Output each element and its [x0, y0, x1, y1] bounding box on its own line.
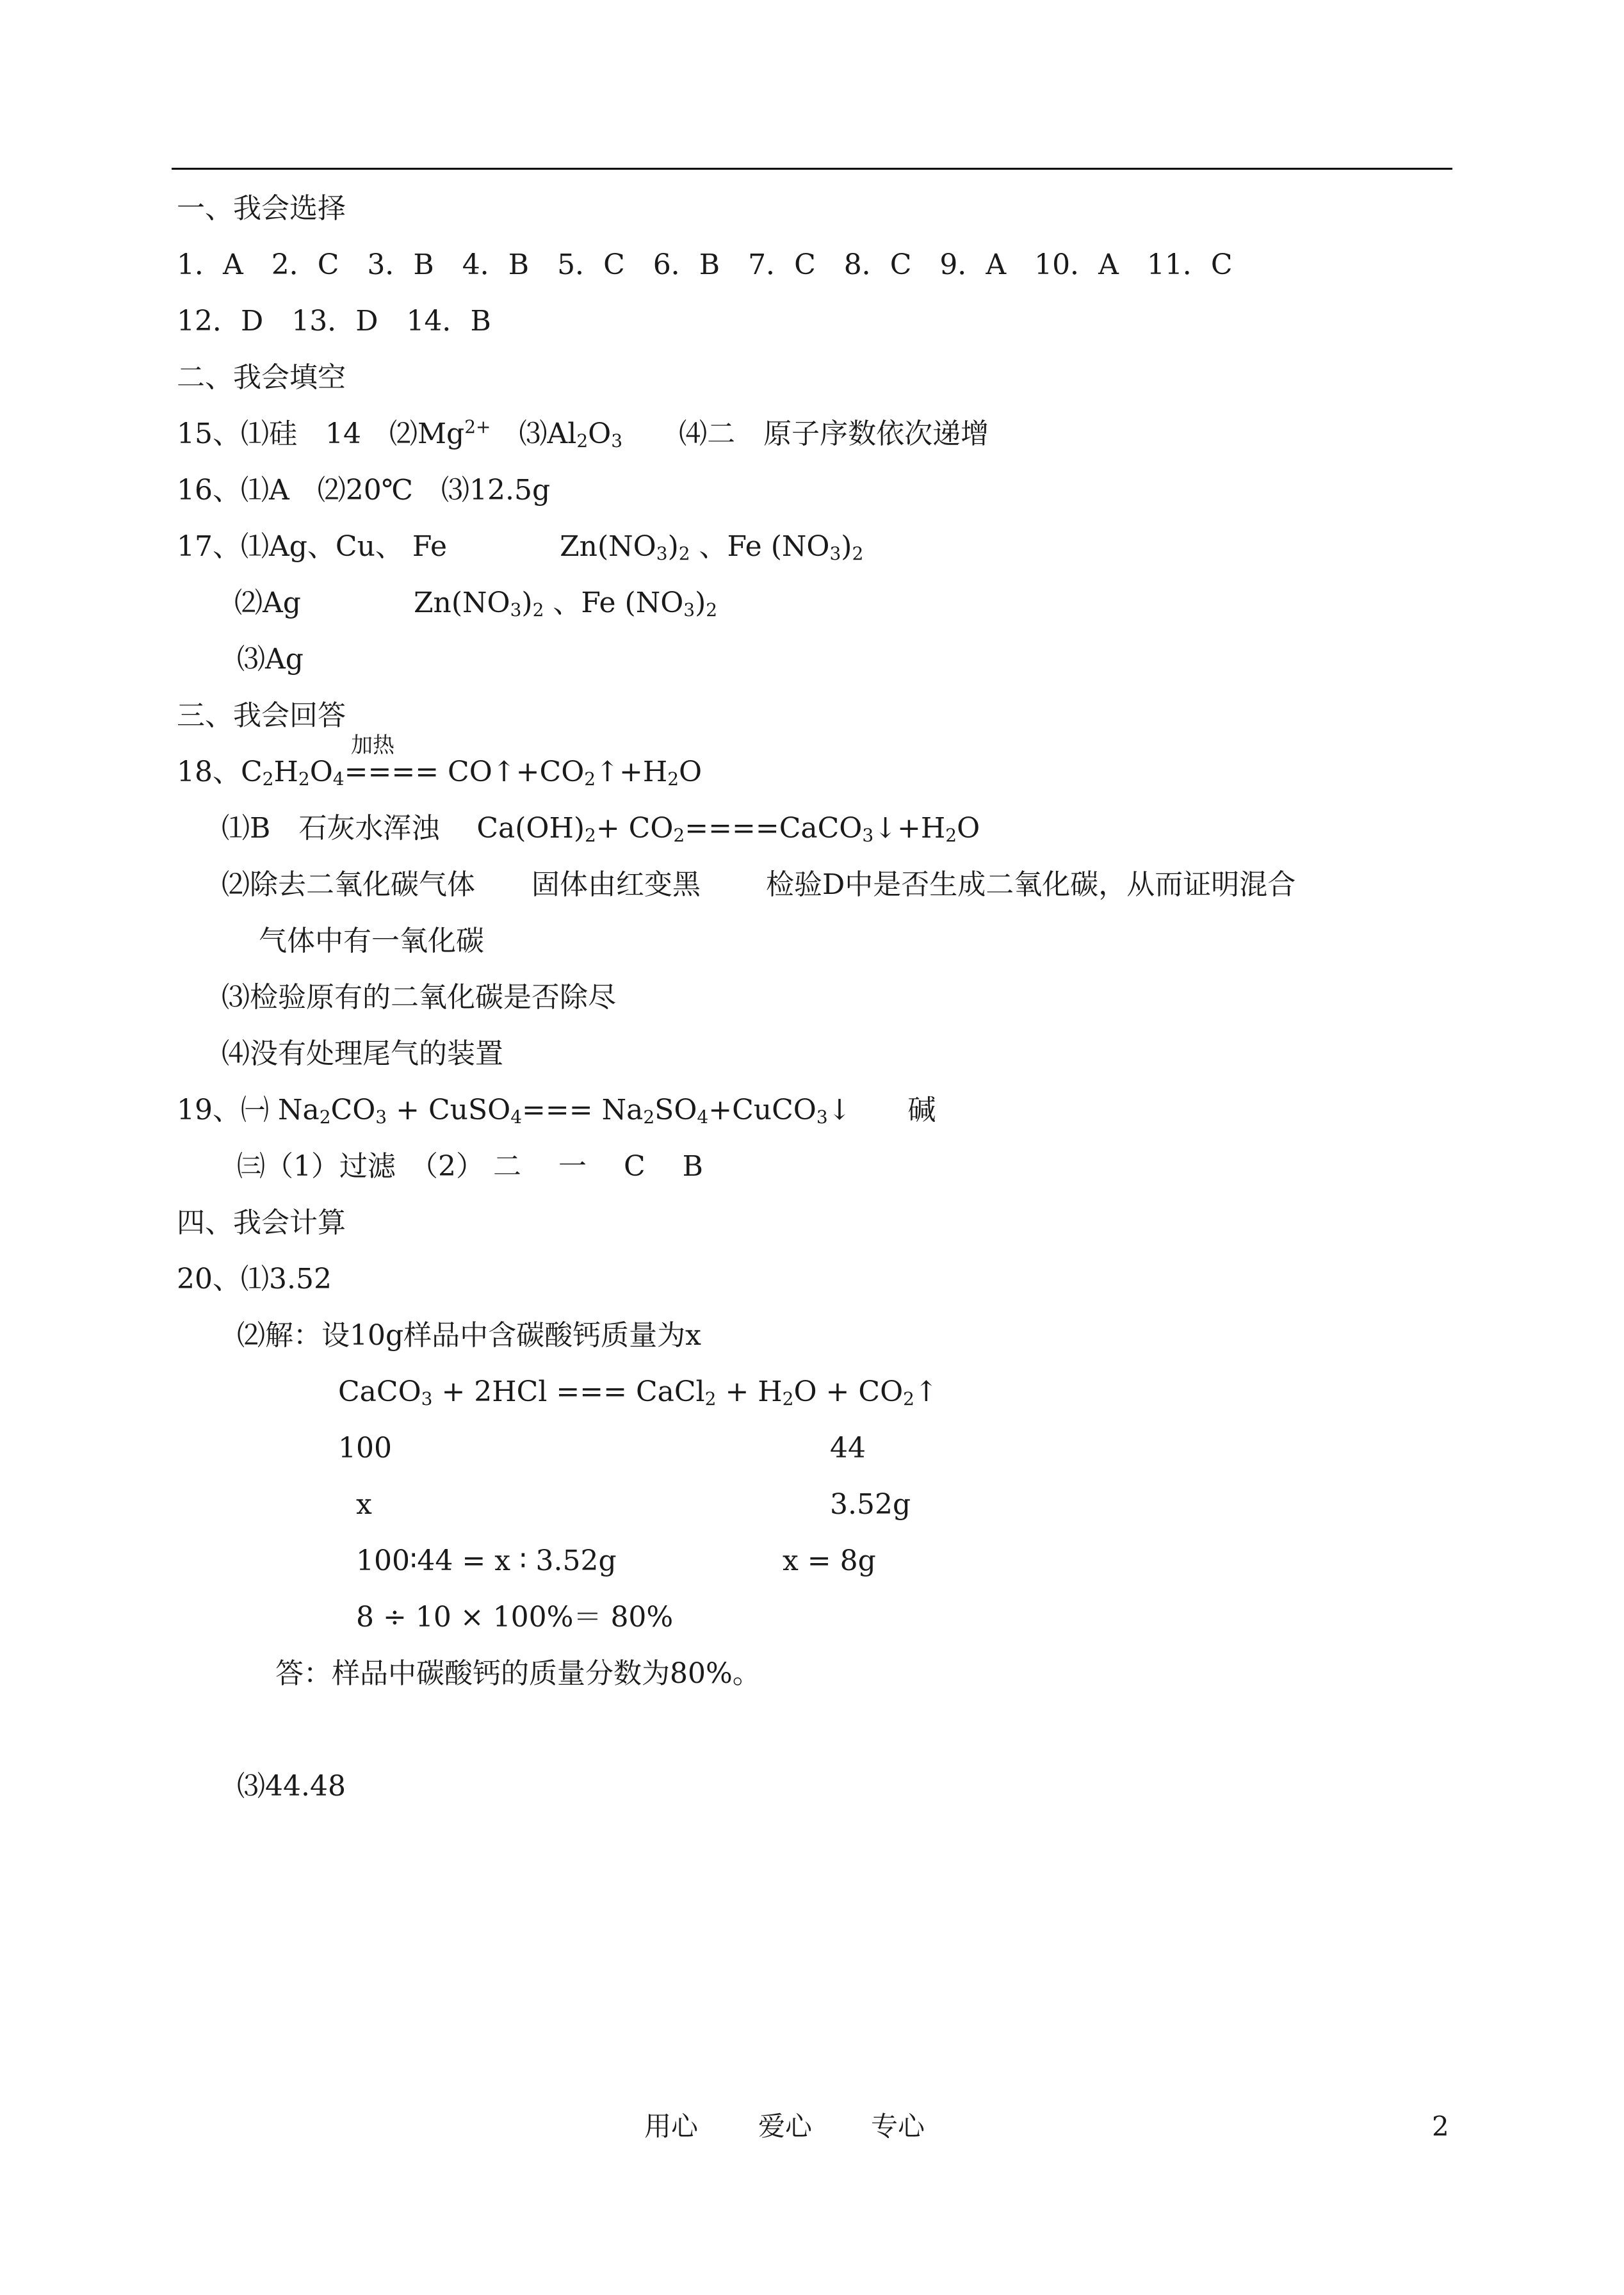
molar-mass-co2: 44 — [830, 1432, 866, 1464]
molar-mass-caco3: 100 — [338, 1432, 392, 1464]
proportion-equation: 100∶44 = x ∶ 3.52g — [356, 1545, 617, 1577]
answer-18-part-2-cont: 气体中有一氧化碳 — [259, 925, 484, 957]
answer-19-line-1: 19、㈠ $Na_2CO_3$ + CuSO$_4$=== $Na_2SO_4+CuCO_3↓$ 碱 — [177, 1094, 936, 1128]
section-heading-3: 三、我会回答 — [177, 699, 346, 732]
header-rule — [172, 168, 1452, 170]
choice-answers-row-2: 12．D 13．D 14．B — [177, 305, 491, 337]
answer-19-line-2: ㈢（1）过滤 （2） 二 一 C B — [237, 1150, 703, 1183]
answer-20-part-2-setup: ⑵解：设10g样品中含碳酸钙质量为x — [237, 1319, 701, 1352]
answer-17-line-2: ⑵Ag $Zn(NO_3)_2$ 、Fe $(NO_3)_2$ — [234, 587, 718, 620]
section-heading-2: 二、我会填空 — [177, 361, 346, 394]
answer-20-equation: CaCO$_3$ + 2HCl === CaCl$_2$ + $H_2O$ + $CO_2↑$ — [338, 1375, 938, 1409]
answer-18-part-3: ⑶检验原有的二氧化碳是否除尽 — [222, 981, 616, 1014]
x-result: x = 8g — [783, 1545, 876, 1577]
answer-15: 15、⑴硅 14 $⑵Mg^{2+}$ $⑶Al_2O_3$ ⑷二 原子序数依次递增 — [177, 416, 989, 451]
page-number: 2 — [1432, 2111, 1449, 2142]
answer-17-line-3: ⑶Ag — [237, 643, 304, 676]
answer-16: 16、⑴A ⑵20℃ ⑶12.5g — [177, 474, 551, 507]
footer-motto-3: 专心 — [871, 2111, 925, 2142]
heating-condition-label: 加热 — [351, 733, 394, 758]
section-heading-1: 一、我会选择 — [177, 192, 346, 225]
answer-18-part-2: ⑵除去二氧化碳气体 固体由红变黑 检验D中是否生成二氧化碳，从而证明混合 — [222, 868, 1296, 901]
co2-mass: 3.52g — [830, 1488, 911, 1521]
answer-20-part-1: 20、⑴3.52 — [177, 1263, 332, 1295]
section-heading-4: 四、我会计算 — [177, 1206, 346, 1239]
choice-answers-row-1: 1．A 2．C 3．B 4．B 5．C 6．B 7．C 8．C 9．A 10．A 11．C — [177, 248, 1233, 281]
answer-18-part-4: ⑷没有处理尾气的装置 — [222, 1037, 503, 1070]
answer-20-part-3: ⑶44.48 — [237, 1770, 346, 1803]
footer-motto-1: 用心 — [644, 2111, 699, 2142]
final-answer: 答：样品中碳酸钙的质量分数为80%。 — [275, 1657, 761, 1690]
unknown-x: x — [356, 1488, 372, 1521]
percentage-calc: 8 ÷ 10 × 100%＝ 80% — [356, 1601, 674, 1634]
footer-motto-2: 爱心 — [758, 2111, 813, 2142]
answer-18-part-1: ⑴B 石灰水浑浊 $Ca(OH)_2+$ $CO_2====CaCO_3↓+H_2O$ — [222, 812, 980, 846]
answer-18-equation: 18、$C_2H_2O_4====$ $CO↑+CO_2↑+H_2O$ — [177, 756, 702, 790]
answer-17-line-1: 17、⑴Ag、Cu、 Fe $Zn(NO_3)_2$ 、Fe $(NO_3)_2$ — [177, 530, 864, 564]
